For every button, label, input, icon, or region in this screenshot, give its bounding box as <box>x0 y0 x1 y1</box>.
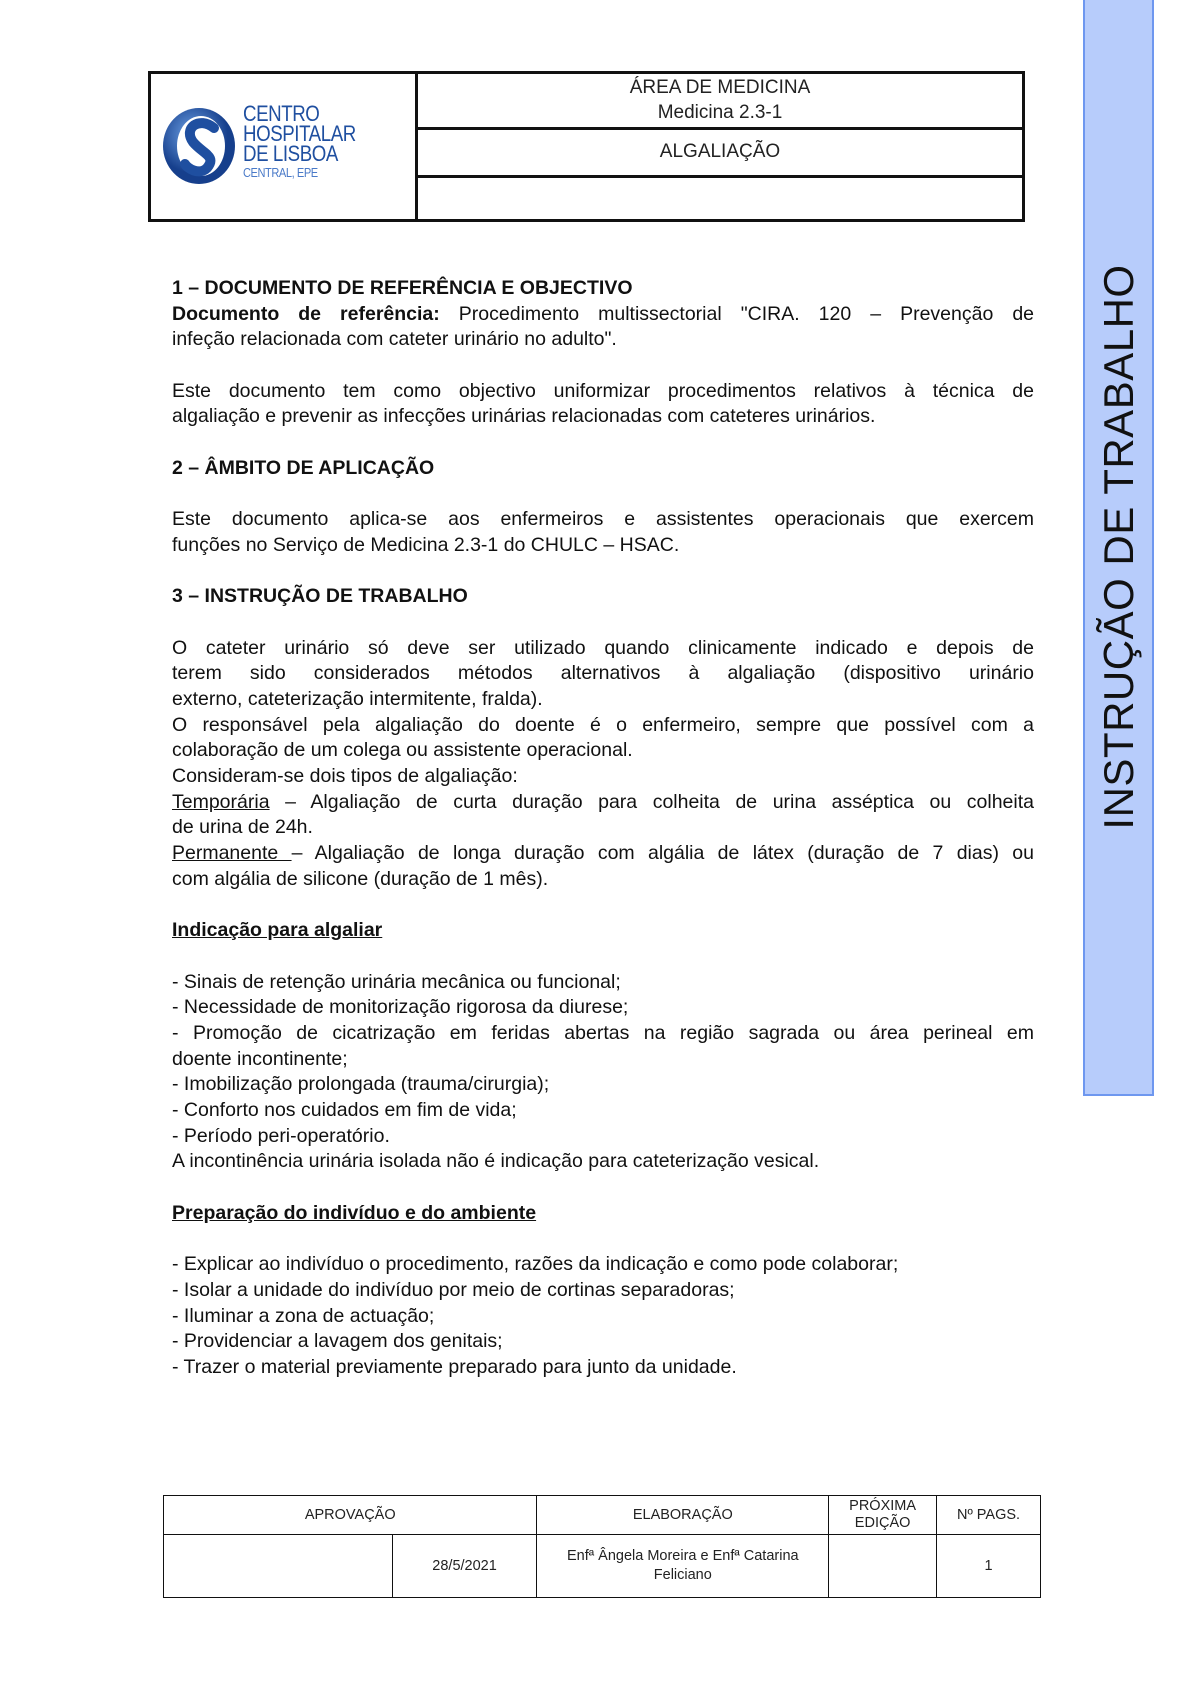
approval-date: 28/5/2021 <box>392 1535 537 1598</box>
body-line: de urina de 24h. <box>172 816 313 839</box>
list-item: - Explicar ao indivíduo o procedimento, razões da indicação e como pode colaborar; <box>172 1253 899 1276</box>
list-item: - Promoção de cicatrização em feridas abertas na região sagrada ou área perineal em <box>172 1021 1034 1044</box>
logo-text <box>243 101 356 182</box>
page-count: 1 <box>937 1535 1041 1598</box>
section-heading: 2 – ÂMBITO DE APLICAÇÃO <box>172 456 435 479</box>
list-item: - Período peri-operatório. <box>172 1124 390 1147</box>
approval-cell <box>164 1535 393 1598</box>
document-title: ALGALIAÇÃO <box>418 129 1022 178</box>
header-area-cell <box>418 74 1022 130</box>
body-line: terem sido considerados métodos alternativos à algaliação (dispositivo urinário <box>172 662 1034 685</box>
document-type-label: INSTRUÇÃO DE TRABALHO <box>1094 264 1142 830</box>
next-edition-cell <box>829 1535 937 1598</box>
body-line <box>172 790 1034 816</box>
hospital-logo-icon <box>159 106 239 186</box>
elaboration-header: ELABORAÇÃO <box>537 1496 829 1535</box>
hospital-logo <box>151 74 418 219</box>
body-line: infeção relacionada com cateter urinário no adulto". <box>172 328 617 351</box>
body-line: Este documento aplica-se aos enfermeiros e assistentes operacionais que exercem <box>172 508 1034 531</box>
list-item: - Conforto nos cuidados em fim de vida; <box>172 1099 517 1121</box>
body-line: algaliação e prevenir as infecções urinárias relacionadas com cateteres urinários. <box>172 405 876 428</box>
logo-line: HOSPITALAR <box>243 121 356 146</box>
approval-header: APROVAÇÃO <box>164 1496 537 1535</box>
list-item: - Imobilização prolongada (trauma/cirurgia); <box>172 1073 550 1096</box>
body-line: funções no Serviço de Medicina 2.3-1 do CHULC – HSAC. <box>172 533 680 556</box>
unit-label: Medicina 2.3-1 <box>657 102 783 123</box>
footer-table <box>163 1495 1041 1598</box>
subsection-heading: Indicação para algaliar <box>172 919 383 942</box>
logo-line: CENTRO <box>243 101 320 126</box>
list-item: - Isolar a unidade do indivíduo por meio de cortinas separadoras; <box>172 1278 735 1301</box>
body-line: com algália de silicone (duração de 1 mês). <box>172 867 549 890</box>
text: Procedimento multissectorial "CIRA. 120 – Prevenção de <box>439 302 1035 325</box>
list-item: - Sinais de retenção urinária mecânica ou funcional; <box>172 970 621 993</box>
list-item: - Necessidade de monitorização rigorosa da diurese; <box>172 996 629 1019</box>
document-body <box>172 276 1034 1381</box>
next-edition-header: PRÓXIMA EDIÇÃO <box>829 1496 937 1535</box>
text: – Algaliação de curta duração para colheita de urina asséptica ou colheita <box>269 790 1034 813</box>
authors: Enfª Ângela Moreira e Enfª Catarina Feliciano <box>537 1535 829 1598</box>
pages-header: Nº PAGS. <box>937 1496 1041 1535</box>
permanent-term: Permanente <box>172 842 292 865</box>
body-line: externo, cateterização intermitente, fralda). <box>172 688 543 710</box>
list-item: - Providenciar a lavagem dos genitais; <box>172 1330 503 1353</box>
document-type-sidebar <box>1083 0 1154 1096</box>
temporary-term: Temporária <box>172 790 270 813</box>
header-table <box>148 71 1025 222</box>
reference-label: Documento de referência: <box>172 302 440 325</box>
logo-line: CENTRAL, EPE <box>243 165 318 180</box>
subsection-heading: Preparação do indivíduo e do ambiente <box>172 1201 537 1224</box>
body-line <box>172 841 1034 867</box>
list-item: doente incontinente; <box>172 1047 348 1070</box>
section-heading: 3 – INSTRUÇÃO DE TRABALHO <box>172 585 468 608</box>
body-line: A incontinência urinária isolada não é indicação para cateterização vesical. <box>172 1150 820 1173</box>
body-line: Este documento tem como objectivo uniformizar procedimentos relativos à técnica de <box>172 379 1034 402</box>
body-line <box>172 302 1034 328</box>
body-line: O cateter urinário só deve ser utilizado quando clinicamente indicado e depois de <box>172 636 1034 659</box>
area-label: ÁREA DE MEDICINA <box>629 77 811 98</box>
list-item: - Iluminar a zona de actuação; <box>172 1304 435 1327</box>
body-line: colaboração de um colega ou assistente operacional. <box>172 739 633 762</box>
list-item: - Trazer o material previamente preparado para junto da unidade. <box>172 1355 737 1378</box>
body-line: O responsável pela algaliação do doente é o enfermeiro, sempre que possível com a <box>172 713 1034 736</box>
logo-line: DE LISBOA <box>243 141 338 166</box>
body-line: Consideram-se dois tipos de algaliação: <box>172 765 518 788</box>
text: – Algaliação de longa duração com algália de látex (duração de 7 dias) ou <box>291 842 1034 865</box>
section-heading: 1 – DOCUMENTO DE REFERÊNCIA E OBJECTIVO <box>172 277 633 299</box>
